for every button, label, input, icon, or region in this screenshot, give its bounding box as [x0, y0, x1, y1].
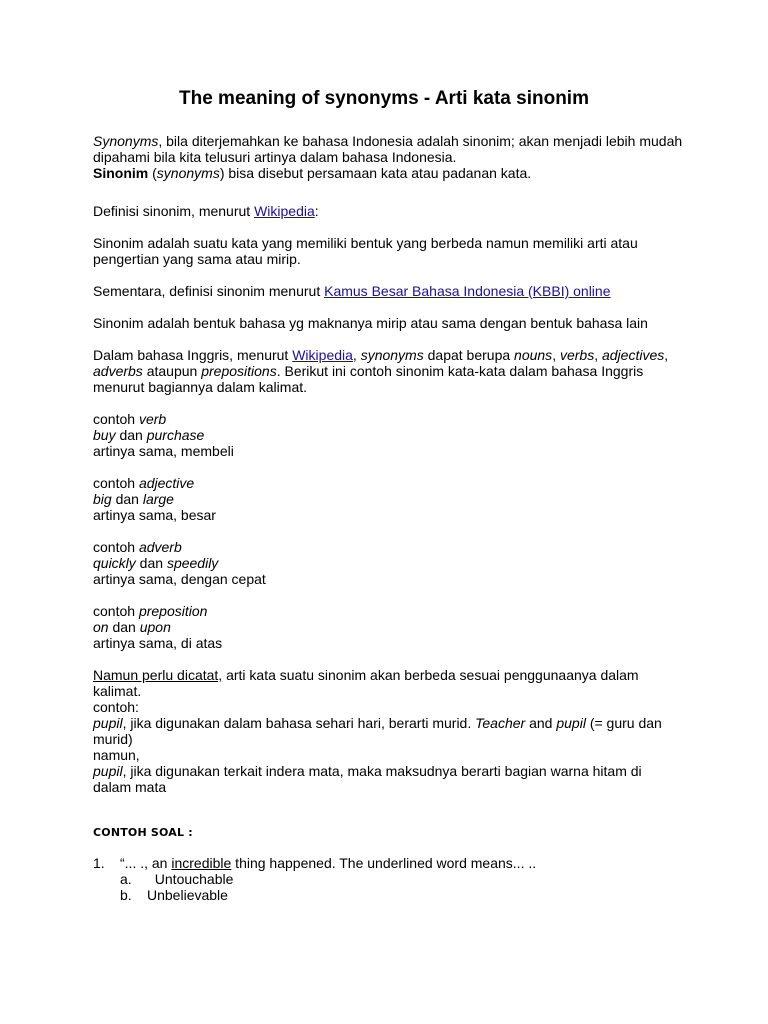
contoh-soal-heading: CONTOH SOAL : — [93, 826, 193, 839]
note-paragraph: Namun perlu dicatat, arti kata suatu sinonim akan berbeda sesuai penggunaanya dalam kalimat. contoh: pupil, jika digunakan dalam bahasa sehari hari, berarti murid. Teacher and pupil (= guru dan murid) namun, pupil, jika digunakan terkait indera mata, maka maksudnya berarti bagian warna hitam di dalam mata — [93, 667, 662, 795]
answer-option: b. Unbelievable — [120, 887, 228, 903]
page-title: The meaning of synonyms - Arti kata sinonim — [179, 88, 589, 109]
wikipedia-definition: Sinonim adalah suatu kata yang memiliki bentuk yang berbeda namun memiliki arti atau pengertian yang sama atau mirip. — [93, 235, 638, 267]
wikipedia-definition-intro: Definisi sinonim, menurut Wikipedia: — [93, 203, 319, 219]
question-item — [93, 855, 683, 903]
wikipedia-link[interactable]: Wikipedia — [254, 203, 315, 219]
example-block-verb: contoh verb buy dan purchase artinya sama, membeli — [93, 411, 234, 459]
example-block-adjective: contoh adjective big dan large artinya sama, besar — [93, 475, 216, 523]
question-list — [93, 855, 683, 903]
underlined-word: incredible — [171, 855, 232, 871]
example-block-adverb: contoh adverb quickly dan speedily artinya sama, dengan cepat — [93, 539, 266, 587]
synonyms-term: Synonyms — [93, 133, 159, 149]
kbbi-definition: Sinonim adalah bentuk bahasa yg maknanya mirip atau sama dengan bentuk bahasa lain — [93, 315, 648, 331]
english-paragraph: Dalam bahasa Inggris, menurut Wikipedia, synonyms dapat berupa nouns, verbs, adjectives, adverbs ataupun prepositions. Berikut ini contoh sinonim kata-kata dalam bahasa Inggris menurut bagiannya dalam kalimat. — [93, 347, 669, 395]
wikipedia-link-2[interactable]: Wikipedia — [292, 347, 353, 363]
answer-option: a. Untouchable — [120, 871, 234, 887]
question-number: 1. — [93, 855, 105, 871]
example-block-preposition: contoh preposition on dan upon artinya sama, di atas — [93, 603, 223, 651]
question-text: 1. “... ., an incredible thing happened. The underlined word means... .. — [93, 855, 537, 871]
kbbi-definition-intro: Sementara, definisi sinonim menurut Kamus Besar Bahasa Indonesia (KBBI) online — [93, 283, 611, 299]
answer-options — [93, 871, 683, 903]
intro-paragraph: Synonyms, bila diterjemahkan ke bahasa Indonesia adalah sinonim; akan menjadi lebih mudah dipahami bila kita telusuri artinya dalam bahasa Indonesia. Sinonim (synonyms) bisa disebut persamaan kata atau padanan kata. — [93, 133, 683, 181]
kbbi-link[interactable]: Kamus Besar Bahasa Indonesia (KBBI) online — [324, 283, 611, 299]
document-body — [93, 133, 683, 903]
sinonim-term: Sinonim — [93, 165, 149, 181]
